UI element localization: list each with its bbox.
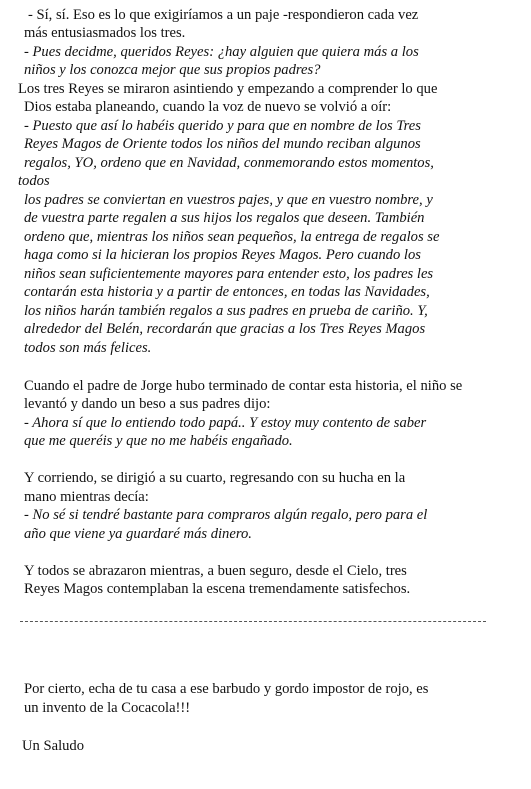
- text-line: Los tres Reyes se miraron asintiendo y empezando a comprender lo que: [18, 81, 438, 97]
- text-line: mano mientras decía:: [24, 489, 149, 505]
- dashed-divider: [20, 621, 486, 622]
- text-line-italic: - No sé si tendré bastante para compraros algún regalo, pero para el: [24, 507, 428, 523]
- text-line-italic: regalos, YO, ordeno que en Navidad, conmemorando estos momentos,: [24, 155, 434, 171]
- text-line-italic: niños sean suficientemente mayores para entender esto, los padres les: [24, 266, 434, 282]
- text-line-italic: que me queréis y que no me habéis engañado.: [24, 433, 293, 449]
- text-line-italic: los padres se conviertan en vuestros pajes, y que en vuestro nombre, y: [24, 192, 433, 208]
- text-line: Cuando el padre de Jorge hubo terminado de contar esta historia, el niño se: [24, 378, 463, 394]
- text-line-italic: alrededor del Belén, recordarán que gracias a los Tres Reyes Magos: [24, 321, 426, 337]
- text-line: Y corriendo, se dirigió a su cuarto, regresando con su hucha en la: [24, 470, 406, 486]
- text-line-italic: todos: [18, 173, 50, 189]
- text-line: Reyes Magos contemplaban la escena tremendamente satisfechos.: [24, 581, 411, 597]
- text-line-italic: - Puesto que así lo habéis querido y para que en nombre de los Tres: [24, 118, 421, 134]
- sign-off: Un Saludo: [22, 738, 85, 754]
- text-line-italic: todos son más felices.: [24, 340, 152, 356]
- text-line: Y todos se abrazaron mientras, a buen seguro, desde el Cielo, tres: [24, 563, 407, 579]
- text-line-italic: contarán esta historia y a partir de entonces, en todas las Navidades,: [24, 284, 430, 300]
- text-line: Dios estaba planeando, cuando la voz de nuevo se volvió a oír:: [24, 99, 392, 115]
- text-line-italic: año que viene ya guardaré más dinero.: [24, 526, 252, 542]
- text-line: más entusiasmados los tres.: [24, 25, 186, 41]
- text-line: un invento de la Cocacola!!!: [24, 700, 191, 716]
- text-line-italic: ordeno que, mientras los niños sean pequeños, la entrega de regalos se: [24, 229, 440, 245]
- text-line: Por cierto, echa de tu casa a ese barbudo y gordo impostor de rojo, es: [24, 681, 429, 697]
- text-line-italic: - Pues decidme, queridos Reyes: ¿hay alguien que quiera más a los: [24, 44, 419, 60]
- text-line-italic: - Ahora sí que lo entiendo todo papá.. Y estoy muy contento de saber: [24, 415, 427, 431]
- text-line: - Sí, sí. Eso es lo que exigiríamos a un paje -respondieron cada vez: [28, 7, 419, 23]
- text-line-italic: de vuestra parte regalen a sus hijos los regalos que deseen. También: [24, 210, 425, 226]
- text-line-italic: niños y los conozca mejor que sus propios padres?: [24, 62, 321, 78]
- text-line-italic: Reyes Magos de Oriente todos los niños del mundo reciban algunos: [24, 136, 421, 152]
- text-line-italic: haga como si la hicieran los propios Reyes Magos. Pero cuando los: [24, 247, 421, 263]
- text-line-italic: los niños harán también regalos a sus padres en prueba de cariño. Y,: [24, 303, 428, 319]
- text-line: levantó y dando un beso a sus padres dijo:: [24, 396, 271, 412]
